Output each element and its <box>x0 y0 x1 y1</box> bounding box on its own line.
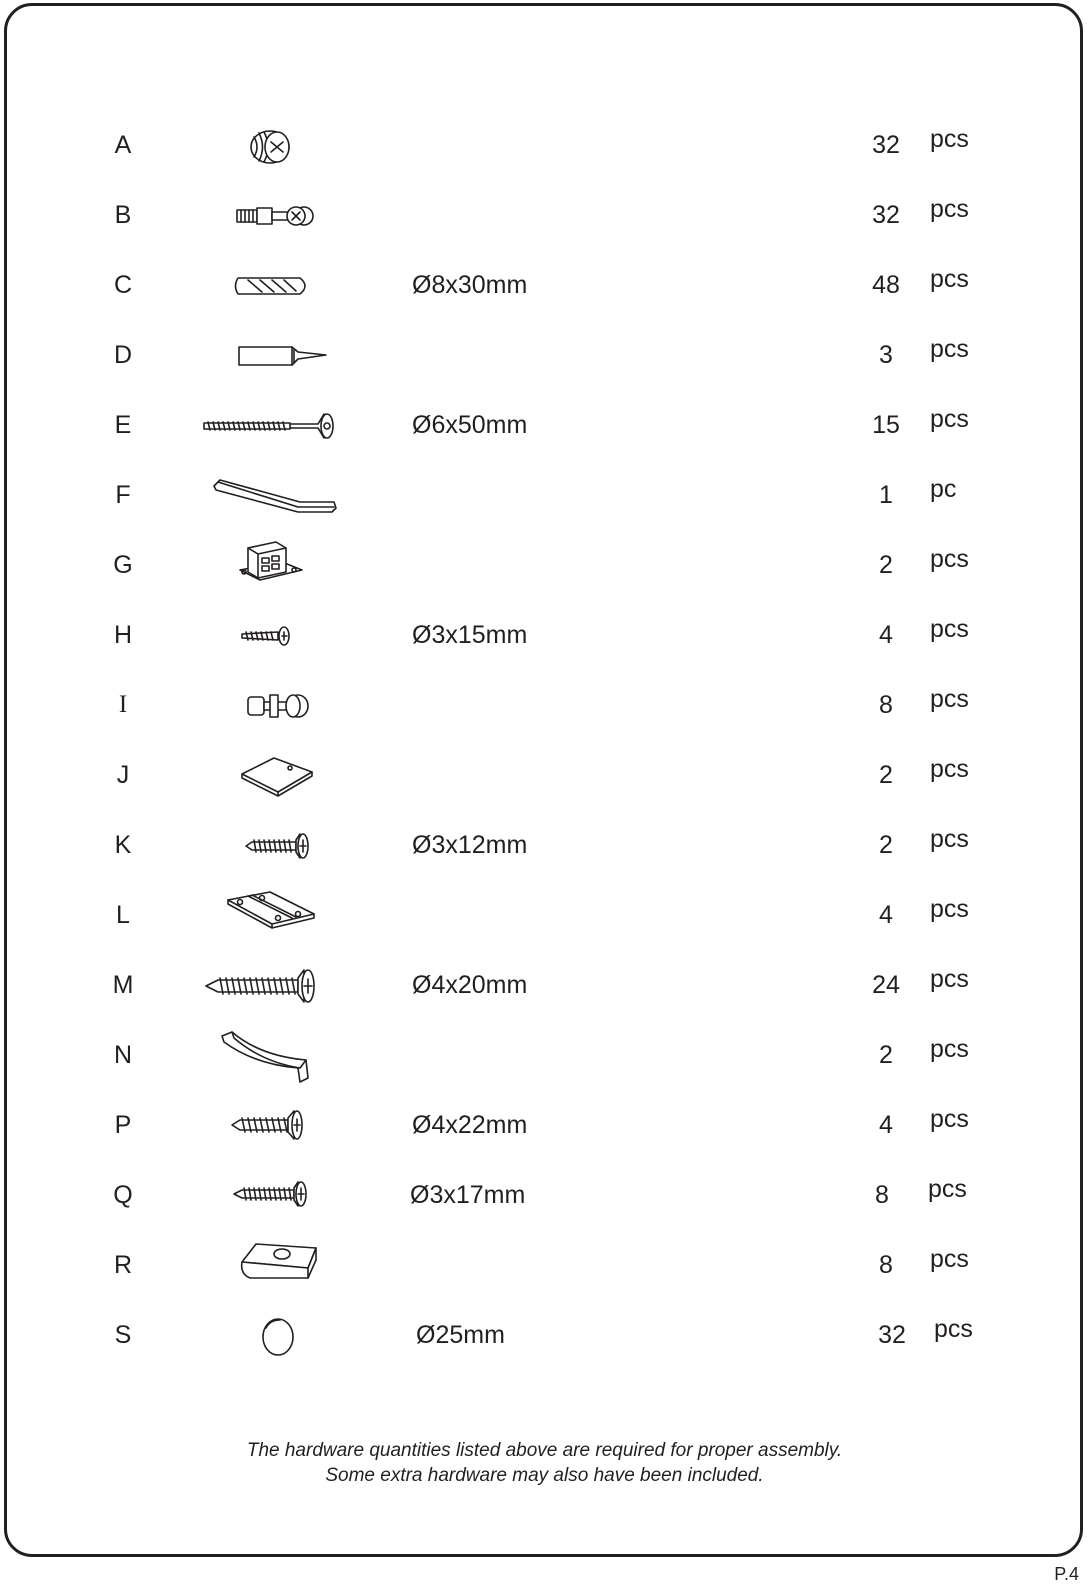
footnote-line-1: The hardware quantities listed above are required for proper assembly. <box>246 1440 843 1461</box>
part-unit: pcs <box>930 405 969 433</box>
part-unit: pcs <box>930 685 969 713</box>
part-quantity: 4 <box>879 901 893 929</box>
part-letter: A <box>114 131 132 159</box>
part-unit: pcs <box>930 195 969 223</box>
flat-head-screw-icon <box>190 960 360 1010</box>
wood-dowel-icon <box>190 260 360 310</box>
part-letter: F <box>115 481 131 509</box>
part-size: Ø3x15mm <box>412 621 528 649</box>
footnote-line-2: Some extra hardware may also have been included. <box>325 1465 764 1486</box>
part-unit: pcs <box>930 125 969 153</box>
part-letter: K <box>114 831 132 859</box>
part-quantity: 4 <box>879 621 893 649</box>
pan-screw-icon <box>190 1170 360 1220</box>
hardware-row <box>0 1310 1089 1360</box>
part-letter: N <box>113 1041 133 1069</box>
hardware-row <box>0 820 1089 870</box>
hardware-row <box>0 1030 1089 1080</box>
part-quantity: 2 <box>879 1041 893 1069</box>
part-quantity: 2 <box>879 551 893 579</box>
part-size: Ø8x30mm <box>412 271 528 299</box>
hardware-row <box>0 330 1089 380</box>
part-size: Ø25mm <box>416 1321 505 1349</box>
part-unit: pcs <box>930 895 969 923</box>
hinge-icon <box>190 890 360 940</box>
part-quantity: 2 <box>879 761 893 789</box>
part-unit: pcs <box>930 615 969 643</box>
cap-cover-icon <box>190 1310 360 1360</box>
part-size: Ø4x20mm <box>412 971 528 999</box>
round-head-screw-icon <box>190 1100 360 1150</box>
part-quantity: 8 <box>879 691 893 719</box>
handle-icon <box>190 1030 360 1080</box>
part-letter: S <box>114 1321 132 1349</box>
part-unit: pcs <box>930 755 969 783</box>
hardware-row <box>0 540 1089 590</box>
hardware-row <box>0 470 1089 520</box>
part-letter: H <box>113 621 133 649</box>
part-quantity: 48 <box>872 271 900 299</box>
part-unit: pcs <box>930 965 969 993</box>
part-unit: pcs <box>930 545 969 573</box>
part-quantity: 3 <box>879 341 893 369</box>
part-letter: G <box>113 551 133 579</box>
part-letter: I <box>118 691 128 718</box>
part-letter: D <box>113 341 133 369</box>
hardware-row <box>0 120 1089 170</box>
part-letter: Q <box>113 1181 133 1209</box>
part-unit: pcs <box>934 1315 973 1343</box>
part-unit: pcs <box>930 1105 969 1133</box>
screwdriver-bit-icon <box>190 330 360 380</box>
hardware-row <box>0 1100 1089 1150</box>
magnetic-catch-icon <box>190 540 360 590</box>
part-letter: J <box>116 761 130 789</box>
part-size: Ø3x17mm <box>410 1181 526 1209</box>
part-size: Ø6x50mm <box>412 411 528 439</box>
shelf-pin-icon <box>190 680 360 730</box>
pan-screw-icon <box>190 820 360 870</box>
part-unit: pcs <box>930 825 969 853</box>
part-quantity: 32 <box>878 1321 906 1349</box>
part-letter: R <box>113 1251 133 1279</box>
part-letter: L <box>116 901 130 929</box>
hardware-row <box>0 750 1089 800</box>
part-quantity: 2 <box>879 831 893 859</box>
cam-bolt-icon <box>190 190 360 240</box>
part-unit: pcs <box>930 335 969 363</box>
part-letter: P <box>114 1111 132 1139</box>
part-quantity: 24 <box>872 971 900 999</box>
hardware-row <box>0 890 1089 940</box>
hardware-row <box>0 260 1089 310</box>
part-unit: pcs <box>930 1035 969 1063</box>
cam-lock-icon <box>190 120 360 170</box>
hardware-row <box>0 960 1089 1010</box>
page-number: P.4 <box>1054 1564 1079 1584</box>
part-quantity: 15 <box>872 411 900 439</box>
part-letter: E <box>114 411 132 439</box>
wedge-block-icon <box>190 1240 360 1290</box>
hardware-row <box>0 1170 1089 1220</box>
part-size: Ø3x12mm <box>412 831 528 859</box>
part-quantity: 8 <box>875 1181 889 1209</box>
hardware-row <box>0 400 1089 450</box>
part-letter: B <box>114 201 132 229</box>
part-unit: pcs <box>930 1245 969 1273</box>
part-quantity: 32 <box>872 201 900 229</box>
hardware-row <box>0 190 1089 240</box>
part-unit: pcs <box>928 1175 967 1203</box>
part-quantity: 32 <box>872 131 900 159</box>
hardware-row <box>0 1240 1089 1290</box>
small-screw-icon <box>190 610 360 660</box>
part-size: Ø4x22mm <box>412 1111 528 1139</box>
part-letter: C <box>113 271 133 299</box>
part-quantity: 4 <box>879 1111 893 1139</box>
strike-plate-icon <box>190 750 360 800</box>
part-unit: pc <box>930 475 957 503</box>
part-quantity: 8 <box>879 1251 893 1279</box>
part-unit: pcs <box>930 265 969 293</box>
long-screw-icon <box>190 400 360 450</box>
part-quantity: 1 <box>879 481 893 509</box>
hardware-row <box>0 680 1089 730</box>
part-letter: M <box>112 971 134 999</box>
allen-key-icon <box>190 470 360 520</box>
hardware-row <box>0 610 1089 660</box>
